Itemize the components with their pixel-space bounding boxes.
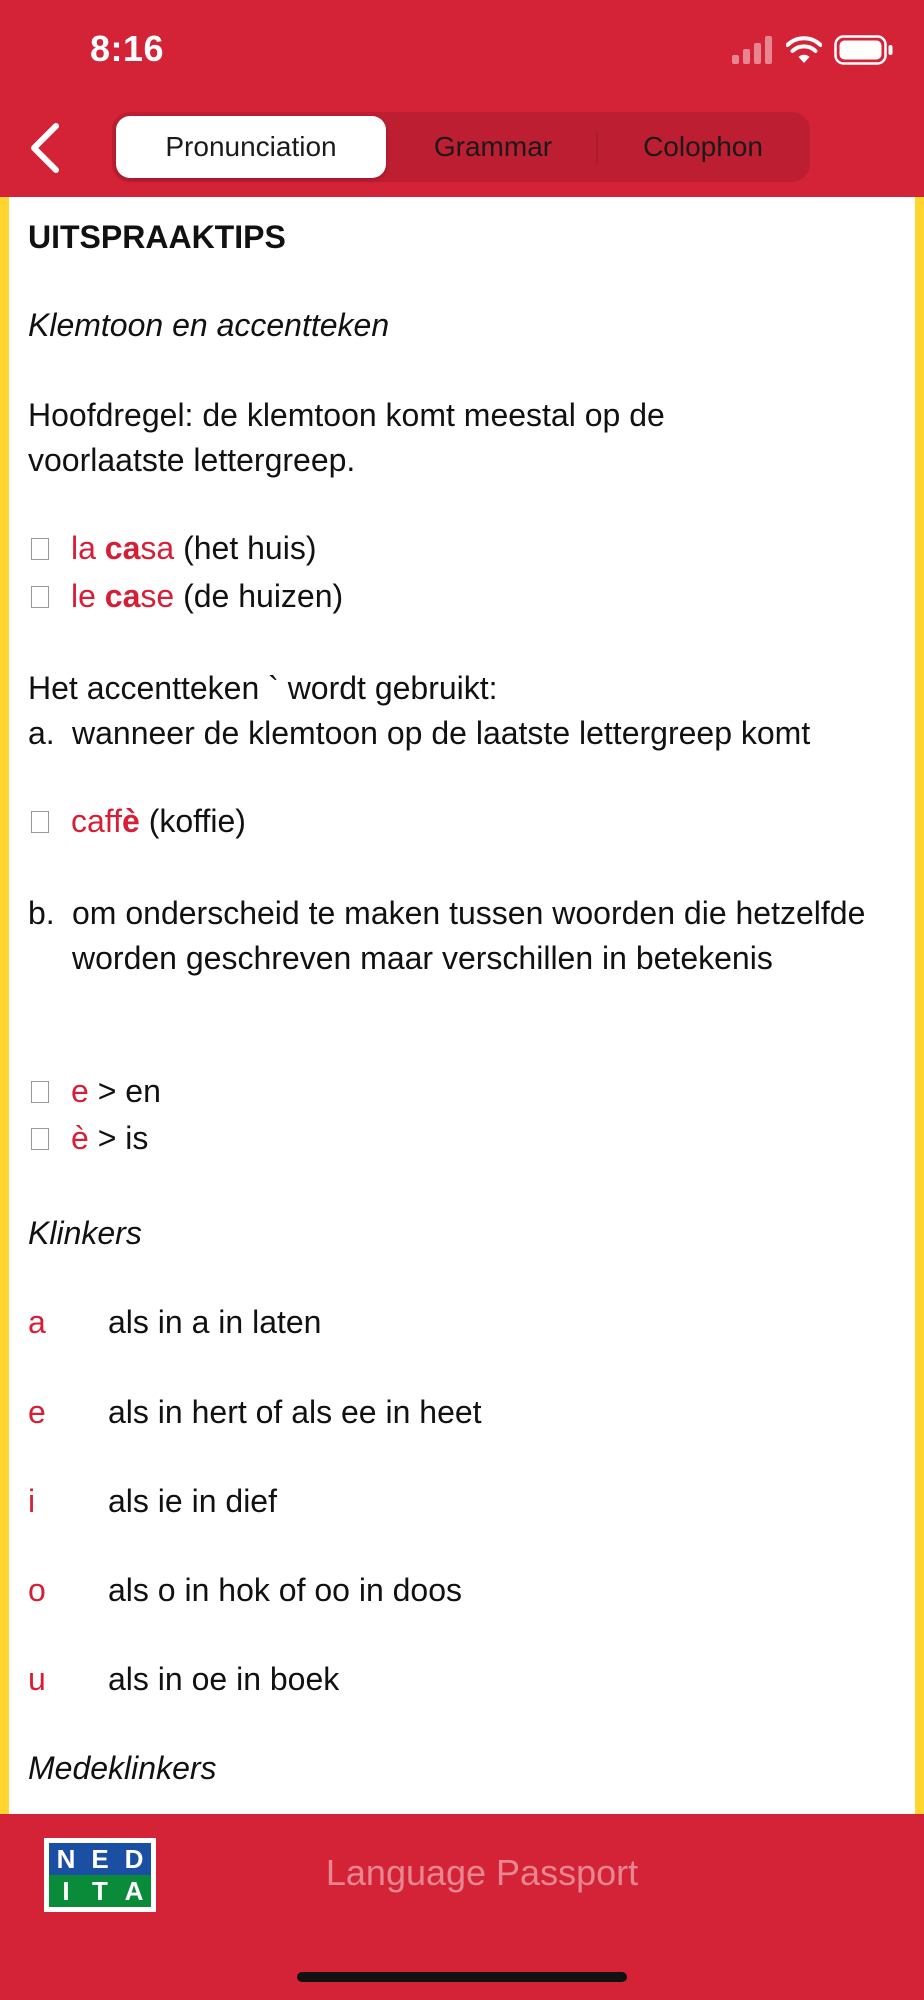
example-translation: (het huis) <box>174 530 317 566</box>
list-text: om onderscheid te maken tussen woorden die hetzelfde worden geschreven maar verschillen in betekenis <box>72 895 866 976</box>
main-rule: Hoofdregel: de klemtoon komt meestal op de voorlaatste lettergreep. <box>28 397 665 478</box>
section-title-vowels: Klinkers <box>28 1215 142 1251</box>
example-e <box>28 1069 161 1114</box>
vowel-description: als in oe in boek <box>108 1661 340 1697</box>
back-button[interactable] <box>22 120 72 176</box>
vowel-description: als in hert of als ee in heet <box>108 1394 482 1430</box>
list-item-a <box>28 711 908 756</box>
section-title-stress: Klemtoon en accentteken <box>28 307 390 343</box>
example-translation: (koffie) <box>139 803 246 839</box>
example-word: e <box>71 1073 89 1109</box>
wifi-icon <box>786 36 822 64</box>
logo-letter: I <box>49 1875 83 1907</box>
tab-colophon[interactable]: Colophon <box>643 131 763 162</box>
example-translation: > is <box>88 1120 149 1156</box>
logo-letter: E <box>83 1843 117 1875</box>
logo-letter: A <box>117 1875 151 1907</box>
content-scroll-area[interactable] <box>0 197 924 1814</box>
list-label: b. <box>28 895 55 931</box>
list-item-b <box>28 891 888 981</box>
chevron-left-icon <box>22 120 72 176</box>
vowel-letter: o <box>28 1572 46 1608</box>
vowel-row <box>28 1479 277 1524</box>
logo-letter: N <box>49 1843 83 1875</box>
vowel-row <box>28 1568 462 1613</box>
tab-grammar[interactable]: Grammar <box>433 131 553 162</box>
bullet-box-icon <box>31 1128 49 1150</box>
segmented-control <box>112 112 810 182</box>
example-word: è <box>71 1120 89 1156</box>
section-title-consonants: Medeklinkers <box>28 1750 217 1786</box>
segment-divider <box>596 132 598 164</box>
vowel-row <box>28 1390 482 1435</box>
example-la-casa <box>28 526 316 571</box>
example-translation: (de huizen) <box>174 578 344 614</box>
example-le-case <box>28 574 343 619</box>
example-word: la casa <box>71 530 175 566</box>
bullet-box-icon <box>31 538 49 560</box>
vowel-description: als ie in dief <box>108 1483 277 1519</box>
bullet-box-icon <box>31 586 49 608</box>
example-word: le case <box>71 578 175 614</box>
cellular-signal-icon <box>732 36 774 64</box>
example-e-accent <box>28 1116 148 1161</box>
vowel-letter: i <box>28 1483 36 1519</box>
accent-intro: Het accentteken ` wordt gebruikt: <box>28 670 498 706</box>
list-label: a. <box>28 715 55 751</box>
logo-letter: T <box>83 1875 117 1907</box>
vowel-letter: e <box>28 1394 46 1430</box>
right-accent-border <box>915 197 924 1814</box>
vowel-letter: a <box>28 1304 46 1340</box>
logo-letter: D <box>117 1843 151 1875</box>
vowel-row <box>28 1300 321 1345</box>
battery-icon <box>834 35 894 65</box>
nav-bar <box>0 100 924 197</box>
tab-pronunciation[interactable]: Pronunciation <box>116 116 386 178</box>
vowel-description: als o in hok of oo in doos <box>108 1572 463 1608</box>
bullet-box-icon <box>31 811 49 833</box>
status-icons <box>732 34 894 66</box>
bullet-box-icon <box>31 1081 49 1103</box>
vowel-description: als in a in laten <box>108 1304 322 1340</box>
vowel-row <box>28 1657 339 1702</box>
example-caffe <box>28 799 246 844</box>
left-accent-border <box>0 197 9 1814</box>
footer-title: Language Passport <box>325 1852 639 1893</box>
vowel-letter: u <box>28 1661 46 1697</box>
status-time: 8:16 <box>90 28 165 69</box>
page-heading: UITSPRAAKTIPS <box>28 219 286 255</box>
example-word: caffè <box>71 803 140 839</box>
status-bar <box>0 0 924 100</box>
home-indicator[interactable] <box>297 1972 627 1982</box>
list-text: wanneer de klemtoon op de laatste lettergreep komt <box>72 715 811 751</box>
example-translation: > en <box>88 1073 161 1109</box>
